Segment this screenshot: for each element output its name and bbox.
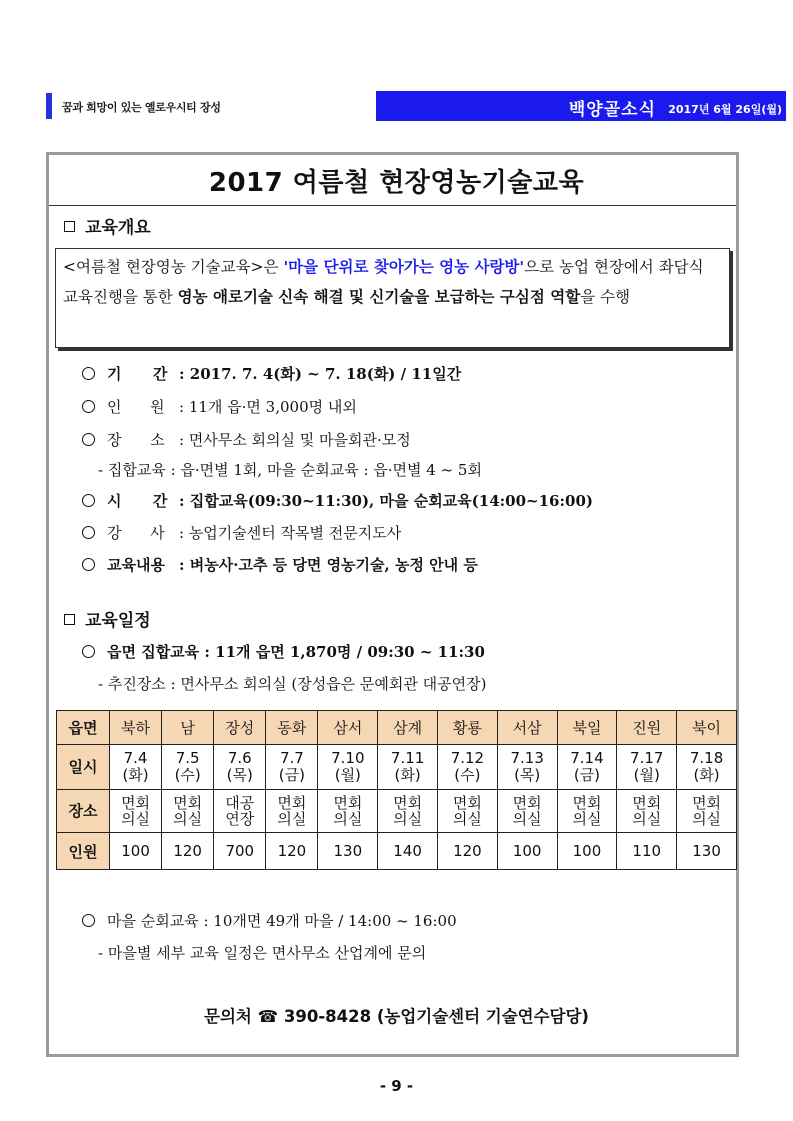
count-cell: 700 xyxy=(214,833,266,870)
circle-bullet-icon xyxy=(82,914,95,927)
table-row-towns xyxy=(57,711,737,745)
place-cell: 면회 의실 xyxy=(677,790,737,833)
page-header xyxy=(46,91,782,121)
overview-item-time: 시 간 : 집합교육(09:30~11:30), 마을 순회교육(14:00~16:00) xyxy=(82,490,593,511)
town-cell: 삼계 xyxy=(378,711,438,745)
count-cell: 120 xyxy=(266,833,318,870)
newsletter-name: 백양골소식 xyxy=(568,100,656,120)
intro-bold: 영농 애로기술 신속 해결 및 신기술을 보급하는 구심점 역할 xyxy=(177,288,581,306)
checkbox-square-icon xyxy=(64,614,75,625)
circle-bullet-icon xyxy=(82,558,95,571)
row-header: 일시 xyxy=(57,745,110,790)
place-cell: 면회 의실 xyxy=(557,790,617,833)
header-accent-bar xyxy=(46,93,52,119)
table-row-dates xyxy=(57,745,737,790)
count-cell: 130 xyxy=(677,833,737,870)
overview-item-place: 장 소 : 면사무소 회의실 및 마을회관·모정 xyxy=(82,429,411,450)
town-cell: 동화 xyxy=(266,711,318,745)
place-cell: 면회 의실 xyxy=(110,790,162,833)
section-overview-heading xyxy=(64,213,151,238)
place-cell: 면회 의실 xyxy=(318,790,378,833)
intro-highlight: '마을 단위로 찾아가는 영농 사랑방' xyxy=(283,258,525,276)
date-cell: 7.13 (목) xyxy=(497,745,557,790)
section-schedule-label: 교육일정 xyxy=(85,611,151,631)
place-cell: 대공 연장 xyxy=(214,790,266,833)
overview-item-period: 기 간 : 2017. 7. 4(화) ~ 7. 18(화) / 11일간 xyxy=(82,363,461,384)
count-cell: 100 xyxy=(557,833,617,870)
town-cell: 황룡 xyxy=(438,711,498,745)
town-cell: 북하 xyxy=(110,711,162,745)
place-cell: 면회 의실 xyxy=(162,790,214,833)
row-header: 인원 xyxy=(57,833,110,870)
place-cell: 면회 의실 xyxy=(378,790,438,833)
overview-item-instructor: 강 사 : 농업기술센터 작목별 전문지도사 xyxy=(82,522,401,543)
date-cell: 7.10 (월) xyxy=(318,745,378,790)
town-cell: 북이 xyxy=(677,711,737,745)
header-banner xyxy=(376,91,786,121)
town-cell: 진원 xyxy=(617,711,677,745)
count-cell: 130 xyxy=(318,833,378,870)
town-cell: 삼서 xyxy=(318,711,378,745)
contact-info: 문의처 ☎ 390-8428 (농업기술센터 기술연수담당) xyxy=(204,1007,589,1026)
section-schedule-heading xyxy=(64,606,151,631)
issue-date: 2017년 6월 26일(월) xyxy=(668,103,782,116)
table-row-counts xyxy=(57,833,737,870)
circle-bullet-icon xyxy=(82,494,95,507)
count-cell: 120 xyxy=(162,833,214,870)
place-cell: 면회 의실 xyxy=(497,790,557,833)
place-cell: 면회 의실 xyxy=(617,790,677,833)
table-row-places xyxy=(57,790,737,833)
town-cell: 서삼 xyxy=(497,711,557,745)
date-cell: 7.6 (목) xyxy=(214,745,266,790)
intro-text-2: 으로 농업 현장에서 좌담식 교육진행을 통한 xyxy=(63,258,704,306)
date-cell: 7.17 (월) xyxy=(617,745,677,790)
count-cell: 100 xyxy=(497,833,557,870)
overview-item-people: 인 원 : 11개 읍·면 3,000명 내외 xyxy=(82,396,357,417)
header-slogan: 꿈과 희망이 있는 옐로우시티 장성 xyxy=(62,101,221,114)
count-cell: 100 xyxy=(110,833,162,870)
place-cell: 면회 의실 xyxy=(438,790,498,833)
row-header: 읍면 xyxy=(57,711,110,745)
schedule-table xyxy=(56,710,737,870)
intro-text-3: 을 수행 xyxy=(580,288,631,306)
schedule-village-detail: - 마을별 세부 교육 일정은 면사무소 산업계에 문의 xyxy=(98,944,427,962)
page-number: - 9 - xyxy=(379,1077,414,1095)
count-cell: 140 xyxy=(378,833,438,870)
date-cell: 7.14 (금) xyxy=(557,745,617,790)
circle-bullet-icon xyxy=(82,433,95,446)
overview-intro-box xyxy=(55,248,730,348)
count-cell: 120 xyxy=(438,833,498,870)
town-cell: 남 xyxy=(162,711,214,745)
schedule-group-detail: - 추진장소 : 면사무소 회의실 (장성읍은 문예회관 대공연장) xyxy=(98,675,487,693)
date-cell: 7.5 (수) xyxy=(162,745,214,790)
circle-bullet-icon xyxy=(82,367,95,380)
town-cell: 장성 xyxy=(214,711,266,745)
town-cell: 북일 xyxy=(557,711,617,745)
overview-place-detail: - 집합교육 : 읍·면별 1회, 마을 순회교육 : 읍·면별 4 ~ 5회 xyxy=(98,461,482,479)
intro-text-1: <여름철 현장영농 기술교육>은 xyxy=(63,258,284,276)
count-cell: 110 xyxy=(617,833,677,870)
schedule-group-line: 읍면 집합교육 : 11개 읍면 1,870명 / 09:30 ~ 11:30 xyxy=(82,641,485,662)
section-overview-label: 교육개요 xyxy=(85,218,151,238)
circle-bullet-icon xyxy=(82,400,95,413)
place-cell: 면회 의실 xyxy=(266,790,318,833)
article-title: 2017 여름철 현장영농기술교육 xyxy=(208,168,585,198)
circle-bullet-icon xyxy=(82,645,95,658)
circle-bullet-icon xyxy=(82,526,95,539)
title-divider xyxy=(49,205,736,206)
date-cell: 7.11 (화) xyxy=(378,745,438,790)
overview-item-content: 교육내용 : 벼농사·고추 등 당면 영농기술, 농정 안내 등 xyxy=(82,554,478,575)
schedule-village-line: 마을 순회교육 : 10개면 49개 마을 / 14:00 ~ 16:00 xyxy=(82,910,457,931)
date-cell: 7.12 (수) xyxy=(438,745,498,790)
date-cell: 7.7 (금) xyxy=(266,745,318,790)
row-header: 장소 xyxy=(57,790,110,833)
date-cell: 7.18 (화) xyxy=(677,745,737,790)
checkbox-square-icon xyxy=(64,221,75,232)
date-cell: 7.4 (화) xyxy=(110,745,162,790)
